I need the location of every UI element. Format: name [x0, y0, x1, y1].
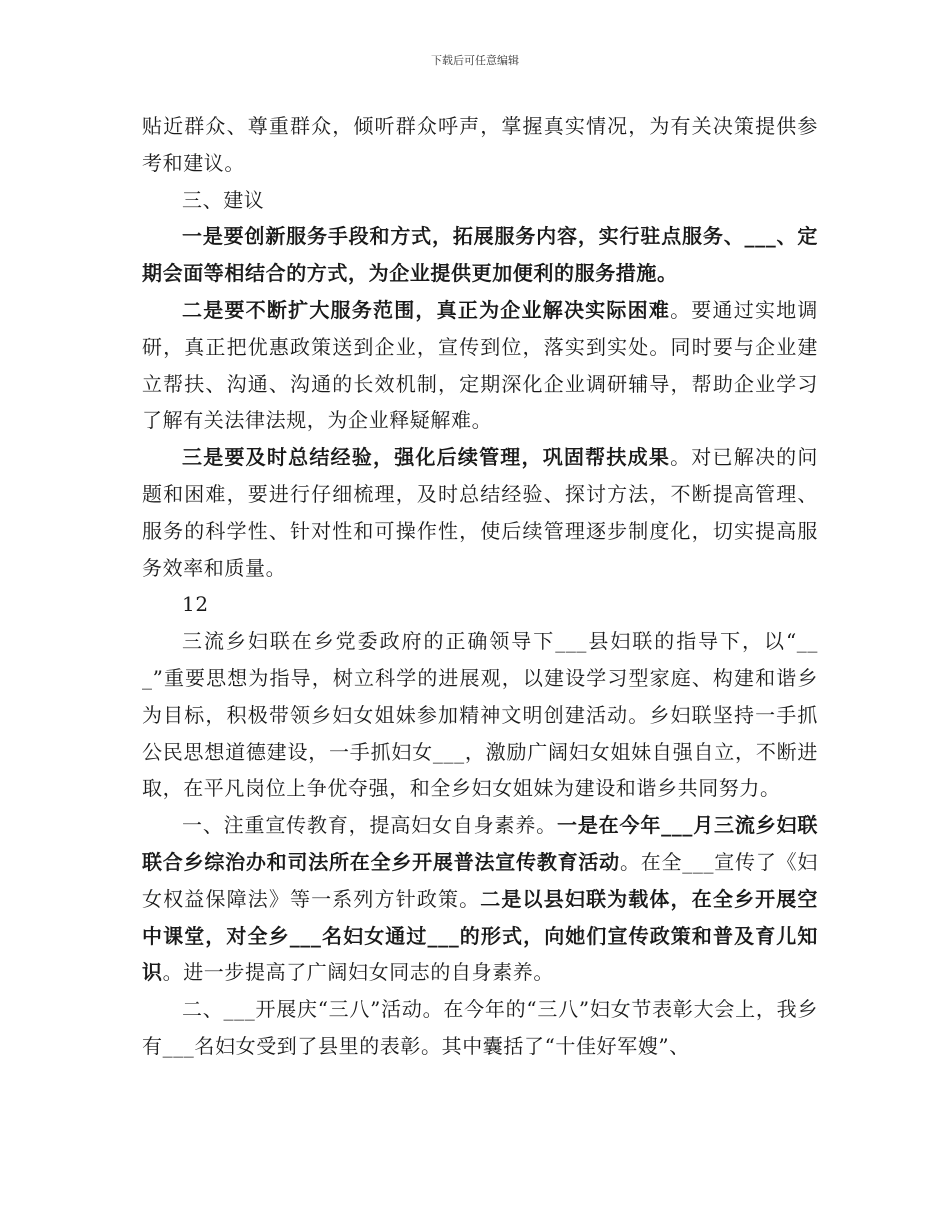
paragraph-p0 — [142, 108, 818, 182]
bold-text-run: 一是要创新服务手段和方式，拓展服务内容，实行驻点服务、___、定期会面等相结合的方式，为企业提供更加便利的服务措施。 — [142, 224, 818, 286]
text-run: 三、建议 — [182, 187, 265, 212]
text-run: 12 — [182, 592, 209, 617]
paragraph-p4 — [142, 439, 818, 586]
text-run: 贴近群众、尊重群众，倾听群众呼声，掌握真实情况，为有关决策提供参考和建议。 — [142, 114, 818, 175]
text-run: 。对已解决的问题和困难，要进行仔细梳理，及时总结经验、探讨方法，不断提高管理、服务的科学性、针对性和可操作性，使后续管理逐步制度化，切实提高服务效率和质量。 — [142, 445, 818, 580]
page-header: 下载后可任意编辑 — [431, 54, 519, 67]
text-run: 。在全___宣传了《妇女权益保障法》等一系列方针政策。 — [142, 849, 818, 911]
bold-text-run: 二是以县妇联为载体，在全乡开展空中课堂，对全乡___名妇女通过___的形式，向她们宣传政策和普及育儿知识 — [142, 886, 818, 985]
paragraph-p8 — [142, 991, 818, 1065]
paragraph-p5 — [142, 586, 818, 623]
text-run: 。要通过实地调研，真正把优惠政策送到企业，宣传到位，落实到实处。同时要与企业建立帮扶、沟通、沟通的长效机制，定期深化企业调研辅导，帮助企业学习了解有关法律法规，为企业释疑解难。 — [142, 297, 818, 433]
text-run: 二、___开展庆“三八”活动。在今年的“三八”妇女节表彰大会上，我乡有___名妇女受到了县里的表彰。其中囊括了“十佳好军嫂”、 — [142, 997, 818, 1058]
document-body — [142, 108, 818, 1065]
paragraph-p2 — [142, 218, 818, 292]
paragraph-p1 — [142, 182, 818, 219]
text-run: 。进一步提高了广阔妇女同志的自身素养。 — [162, 960, 555, 985]
paragraph-p3 — [142, 292, 818, 439]
paragraph-p6 — [142, 623, 818, 807]
bold-text-run: 三是要及时总结经验，强化后续管理，巩固帮扶成果 — [182, 445, 671, 470]
text-run: 一、注重宣传教育，提高妇女自身素养。 — [182, 813, 558, 838]
text-run: 三流乡妇联在乡党委政府的正确领导下___县妇联的指导下，以“___”重要思想为指导，树立科学的进展观，以建设学习型家庭、构建和谐乡为目标，积极带领乡妇女姐妹参加精神文明创建活动。乡妇联坚持一手抓公民思想道德建设，一手抓妇女___，激励广阔妇女姐妹自强自立，不断进取，在平凡岗位上争优夺强，和全乡妇女姐妹为建设和谐乡共同努力。 — [142, 629, 818, 801]
bold-text-run: 二是要不断扩大服务范围，真正为企业解决实际困难 — [182, 297, 671, 322]
paragraph-p7 — [142, 807, 818, 991]
bold-text-run: 一是在今年___月三流乡妇联联合乡综治办和司法所在全乡开展普法宣传教育活动 — [142, 813, 818, 874]
